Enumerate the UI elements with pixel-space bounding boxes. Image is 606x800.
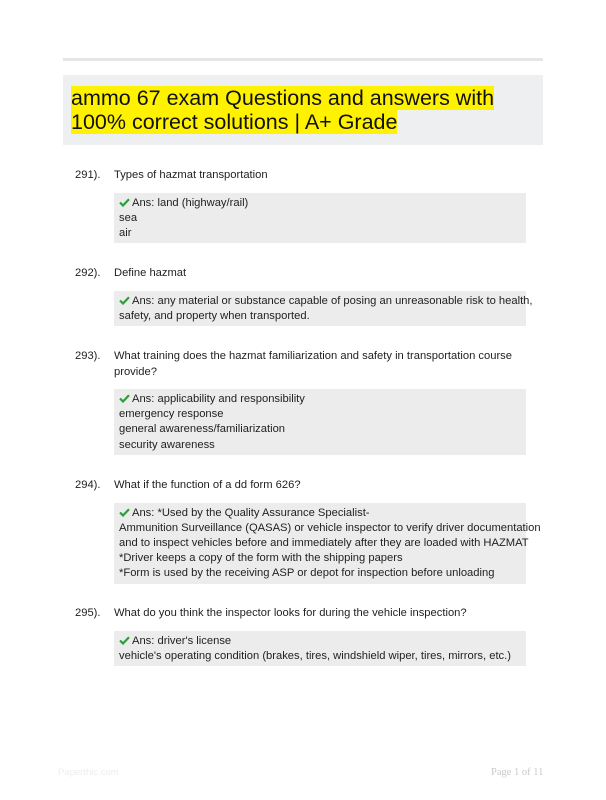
- question-number: 295).: [75, 607, 101, 619]
- question-number: 292).: [75, 267, 101, 279]
- question-text: What if the function of a dd form 626?: [114, 479, 301, 491]
- question-row: [75, 266, 545, 282]
- answer-line: vehicle's operating condition (brakes, tires, windshield wiper, tires, mirrors, etc.): [119, 649, 511, 662]
- title-banner: [63, 75, 543, 145]
- answer-line: Ans: applicability and responsibility: [119, 392, 521, 407]
- answer-line: Ans: *Used by the Quality Assurance Specialist-: [119, 506, 521, 521]
- question-text: Types of hazmat transportation: [114, 169, 268, 181]
- question-text: Define hazmat: [114, 267, 187, 279]
- check-icon: [119, 636, 130, 645]
- question-row: [75, 349, 545, 380]
- check-icon: [119, 508, 130, 517]
- check-icon: [119, 394, 130, 403]
- document-title: [71, 86, 531, 134]
- answer-line: emergency response: [119, 408, 224, 421]
- answer-line: *Driver keeps a copy of the form with the shipping papers: [119, 552, 403, 565]
- answer-line: Ans: land (highway/rail): [119, 196, 521, 211]
- question-text: What training does the hazmat familiarization and safety in transportation course provide?: [114, 350, 512, 378]
- page-number: Page 1 of 11: [491, 767, 544, 778]
- answer-line: safety, and property when transported.: [119, 309, 310, 322]
- answer-line: security awareness: [119, 438, 215, 451]
- answer-line: sea: [119, 211, 138, 224]
- title-line-2: 100% correct solutions | A+ Grade: [71, 110, 398, 134]
- qa-item-294: [75, 478, 545, 584]
- answer-line: air: [119, 226, 132, 239]
- answer-box: [114, 503, 541, 584]
- answer-box: [114, 389, 526, 455]
- answer-line: and to inspect vehicles before and immediately after they are loaded with HAZMAT: [119, 536, 529, 549]
- question-row: [75, 168, 545, 184]
- top-divider: [63, 58, 543, 61]
- qa-item-291: [75, 168, 545, 243]
- answer-box: [114, 193, 526, 244]
- answer-line: Ans: any material or substance capable of posing an unreasonable risk to health,: [119, 294, 521, 309]
- check-icon: [119, 296, 130, 305]
- answer-box: [114, 631, 526, 666]
- answer-box: [114, 291, 533, 326]
- question-number: 293).: [75, 350, 101, 362]
- question-row: [75, 478, 545, 494]
- answer-line: general awareness/familiarization: [119, 423, 286, 436]
- qa-item-292: [75, 266, 545, 326]
- check-icon: [119, 198, 130, 207]
- question-text: What do you think the inspector looks for during the vehicle inspection?: [114, 607, 467, 619]
- footer-watermark: Paperthic.com: [58, 767, 119, 778]
- answer-line: Ans: driver's license: [119, 634, 521, 649]
- answer-line: *Form is used by the receiving ASP or depot for inspection before unloading: [119, 567, 495, 580]
- question-number: 294).: [75, 479, 101, 491]
- question-row: [75, 606, 545, 622]
- title-line-1: ammo 67 exam Questions and answers with: [71, 86, 495, 110]
- qa-item-295: [75, 606, 545, 666]
- qa-item-293: [75, 349, 545, 455]
- answer-line: Ammunition Surveillance (QASAS) or vehicle inspector to verify driver documentation: [119, 521, 541, 534]
- question-number: 291).: [75, 169, 101, 181]
